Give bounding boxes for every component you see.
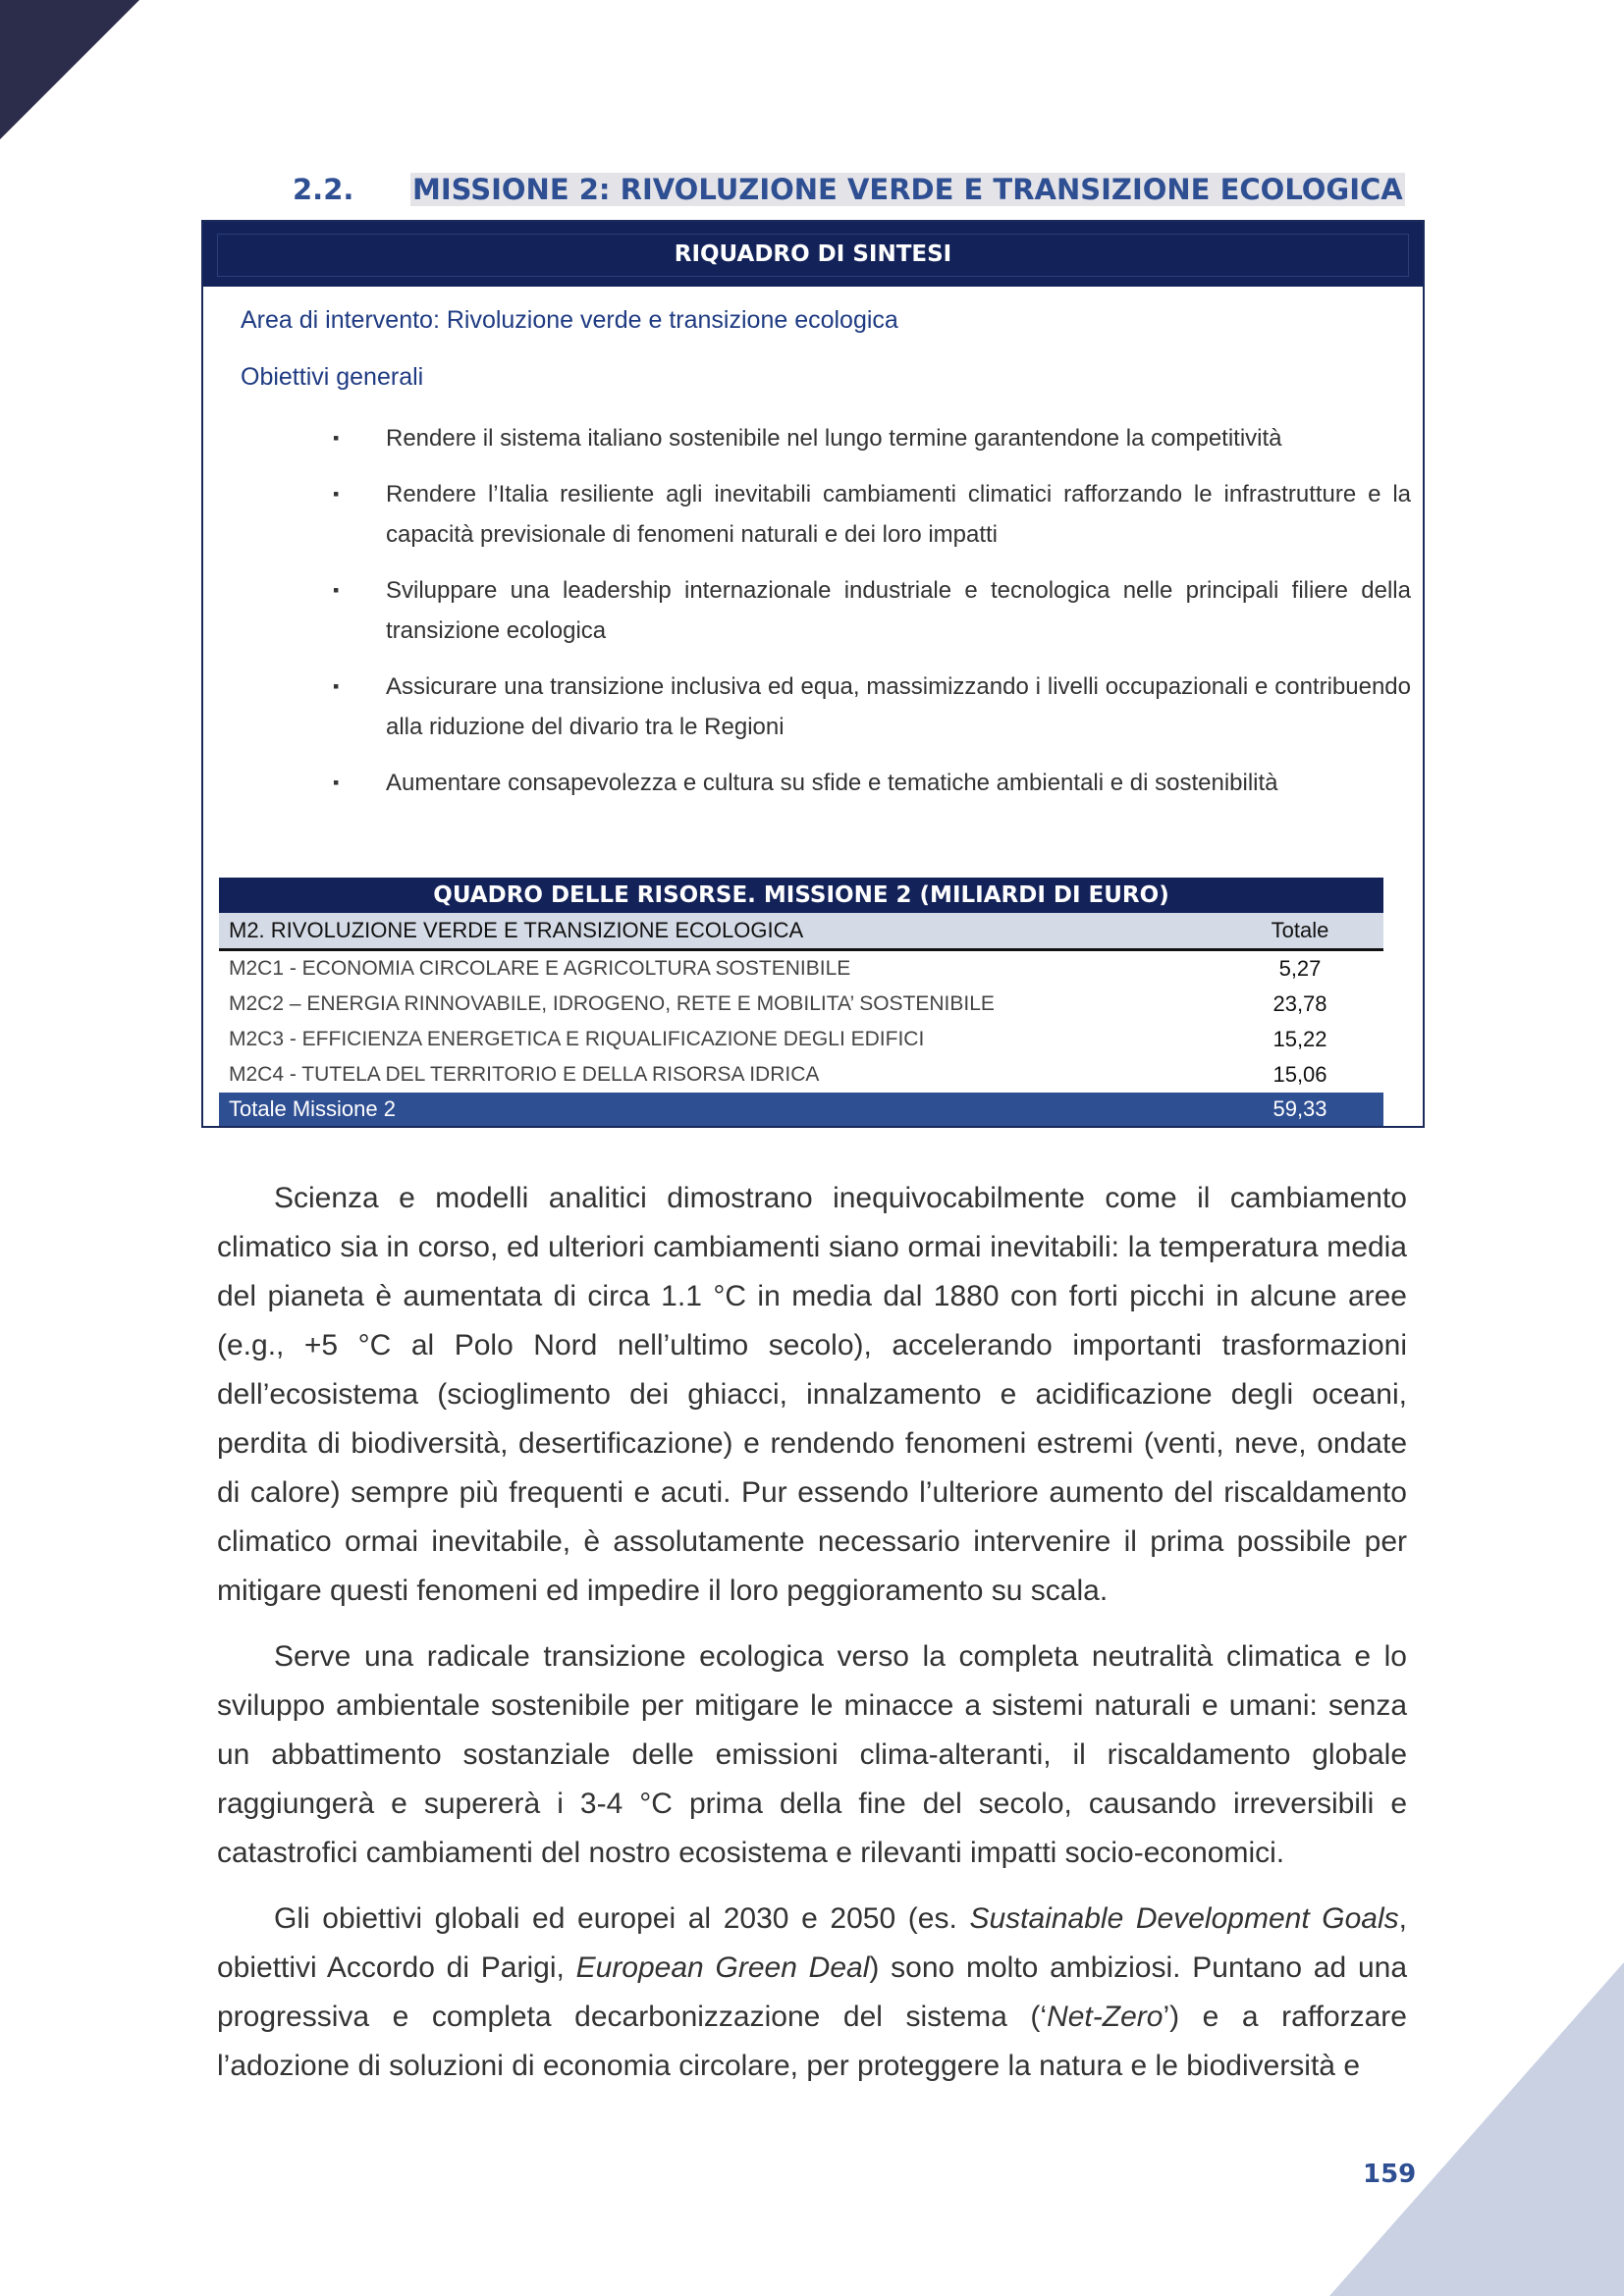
resources-table	[219, 878, 1383, 1126]
italic-run: Net-Zero	[1047, 2001, 1164, 2033]
summary-box	[201, 220, 1425, 1128]
row-label: M2C4 - TUTELA DEL TERRITORIO E DELLA RISORSA IDRICA	[229, 1063, 820, 1086]
table-row	[219, 950, 1383, 988]
header-value: Totale	[1217, 913, 1383, 950]
table-title-row	[219, 878, 1383, 913]
italic-run: Sustainable Development Goals	[969, 1902, 1399, 1935]
table-row	[219, 1022, 1383, 1057]
section-number: 2.2.	[293, 173, 354, 206]
text-run: ) sono molto ambiziosi. Puntano ad una progressiva e completa decarbonizzazione del sistema (‘	[217, 1951, 1408, 2033]
paragraph: Scienza e modelli analitici dimostrano inequivocabilmente come il cambiamento climatico sia in corso, ed ulteriori cambiamenti siano ormai inevitabili: la temperatura media del pianeta è aumentata di circa 1.1 °C in media dal 1880 con forti picchi in alcune aree (e.g., +5 °C al Polo Nord nell’ultimo secolo), accelerando importanti trasformazioni dell’ecosistema (scioglimento dei ghiacci, innalzamento e acidificazione degli oceani, perdita di biodiversità, desertificazione) e rendendo fenomeni estremi (venti, neve, ondate di calore) sempre più frequenti e acuti. Pur essendo l’ulteriore aumento del riscaldamento climatico ormai inevitabile, è assolutamente necessario intervenire il prima possibile per mitigare questi fenomeni ed impedire il loro peggioramento su scala.	[217, 1182, 1407, 1607]
objectives-heading: Obiettivi generali	[241, 363, 424, 391]
page-number: 159	[1363, 2160, 1417, 2189]
row-value: 5,27	[1278, 956, 1322, 981]
summary-box-header	[203, 222, 1423, 287]
paragraph: Serve una radicale transizione ecologica verso la completa neutralità climatica e lo sviluppo ambientale sostenibile per mitigare le minacce a sistemi naturali e umani: senza un abbattimento sostanziale delle emissioni clima-alteranti, il riscaldamento globale raggiungerà e supererà i 3-4 °C prima della fine del secolo, causando irreversibili e catastrofici cambiamenti del nostro ecosistema e rilevanti impatti socio-economici.	[217, 1640, 1407, 1869]
total-label: Totale Missione 2	[219, 1093, 1217, 1126]
header-label: M2. RIVOLUZIONE VERDE E TRANSIZIONE ECOLOGICA	[219, 913, 1217, 950]
text-run: ’) e a rafforzare l’adozione di soluzioni di economia circolare, per proteggere la natura e le biodiversità e	[217, 2001, 1407, 2082]
intervention-area: Area di intervento: Rivoluzione verde e transizione ecologica	[241, 306, 898, 334]
row-label: M2C2 – ENERGIA RINNOVABILE, IDROGENO, RETE E MOBILITA’ SOSTENIBILE	[229, 992, 995, 1015]
row-value: 15,06	[1272, 1062, 1327, 1087]
row-label: M2C3 - EFFICIENZA ENERGETICA E RIQUALIFICAZIONE DEGLI EDIFICI	[229, 1028, 925, 1050]
summary-box-header-frame	[217, 234, 1409, 277]
italic-run: European Green Deal	[575, 1951, 870, 1984]
bullet-icon: ▪	[333, 580, 340, 600]
list-item	[331, 474, 1411, 555]
paragraph	[217, 1895, 1407, 2091]
objectives-list	[331, 418, 1411, 819]
row-value: 15,22	[1272, 1027, 1327, 1051]
text-run: , obiettivi Accordo di Parigi,	[217, 1902, 1408, 1984]
objective-text: Aumentare consapevolezza e cultura su sfide e tematiche ambientali e di sostenibilità	[386, 770, 1278, 796]
bullet-icon: ▪	[333, 676, 340, 696]
list-item	[331, 763, 1411, 803]
objective-text: Sviluppare una leadership internazionale industriale e tecnologica nelle principali filiere della transizione ecologica	[386, 577, 1411, 644]
list-item	[331, 667, 1411, 747]
table-header-row	[219, 913, 1383, 950]
text-run: Gli obiettivi globali ed europei al 2030 e 2050 (es.	[274, 1902, 970, 1935]
summary-box-title: RIQUADRO DI SINTESI	[674, 241, 952, 267]
table-row	[219, 1057, 1383, 1093]
table-title: QUADRO DELLE RISORSE. MISSIONE 2 (MILIARDI DI EURO)	[219, 878, 1383, 913]
objective-text: Rendere il sistema italiano sostenibile nel lungo termine garantendone la competitività	[386, 425, 1282, 452]
section-title: MISSIONE 2: RIVOLUZIONE VERDE E TRANSIZIONE ECOLOGICA	[412, 173, 1403, 206]
objective-text: Assicurare una transizione inclusiva ed equa, massimizzando i livelli occupazionali e contribuendo alla riduzione del divario tra le Regioni	[386, 673, 1411, 740]
objective-text: Rendere l’Italia resiliente agli inevitabili cambiamenti climatici rafforzando le infrastrutture e la capacità previsionale di fenomeni naturali e dei loro impatti	[386, 481, 1411, 548]
bullet-icon: ▪	[333, 428, 340, 448]
row-label: M2C1 - ECONOMIA CIRCOLARE E AGRICOLTURA SOSTENIBILE	[229, 957, 851, 980]
table-row	[219, 987, 1383, 1022]
table-total-row	[219, 1093, 1383, 1126]
section-heading	[293, 173, 1405, 206]
list-item	[331, 570, 1411, 651]
row-value: 23,78	[1272, 991, 1327, 1016]
bullet-icon: ▪	[333, 484, 340, 504]
list-item	[331, 418, 1411, 458]
corner-decoration-top-left	[0, 0, 139, 139]
total-value: 59,33	[1217, 1093, 1383, 1126]
bullet-icon: ▪	[333, 773, 340, 792]
body-text	[217, 1174, 1407, 2108]
